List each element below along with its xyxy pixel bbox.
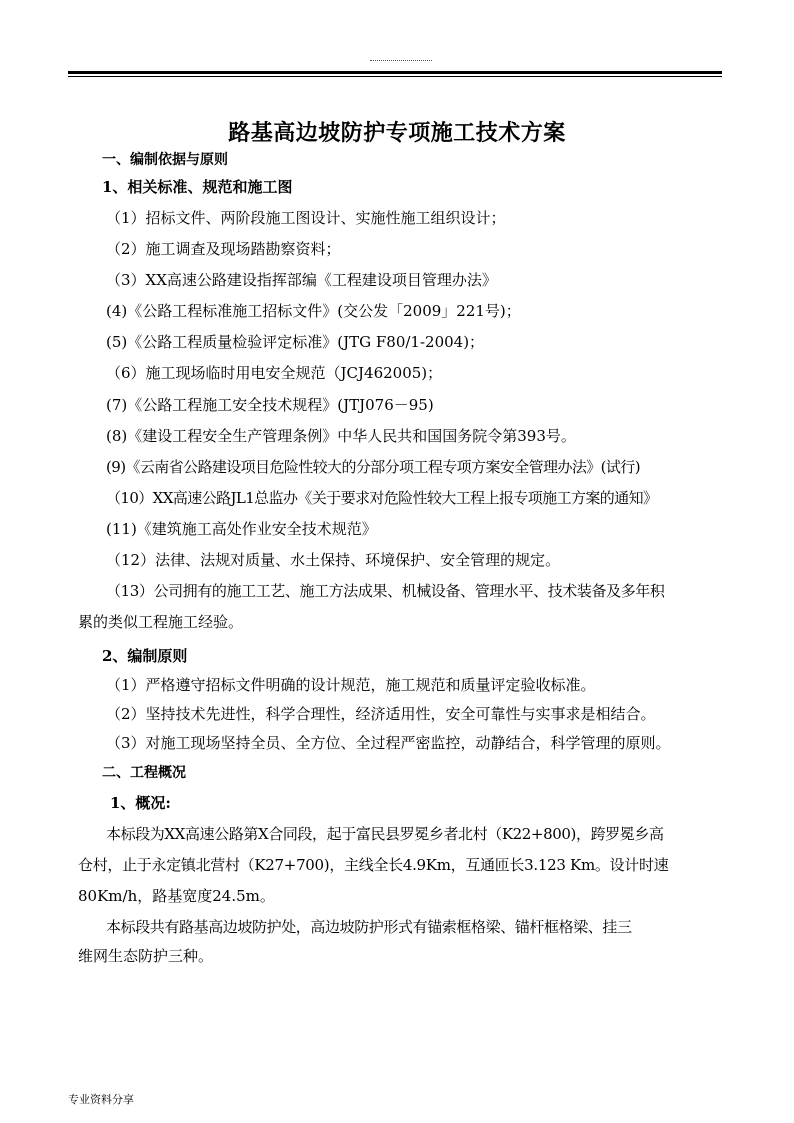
section-heading-2: 二、工程概况 bbox=[102, 765, 186, 781]
paragraph-line: 仓村，止于永定镇北营村（K27+700)，主线全长4.9Km，互通匝长3.123 Km。设计时速 bbox=[78, 856, 669, 874]
list-item: (5)《公路工程质量检验评定标准》(JTG F80/1-2004)； bbox=[106, 333, 485, 351]
list-item: （13）公司拥有的施工工艺、施工方法成果、机械设备、管理水平、技术装备及多年积 bbox=[106, 582, 665, 600]
document-title: 路基高边坡防护专项施工技术方案 bbox=[228, 120, 566, 146]
paragraph-line: 维网生态防护三种。 bbox=[78, 947, 214, 965]
list-item: （1）严格遵守招标文件明确的设计规范，施工规范和质量评定验收标准。 bbox=[106, 676, 596, 694]
header-thick-rule bbox=[68, 71, 722, 74]
header-thin-rule bbox=[68, 76, 722, 77]
list-item: （12）法律、法规对质量、水土保持、环境保护、安全管理的规定。 bbox=[106, 551, 561, 569]
list-item: (9)《云南省公路建设项目危险性较大的分部分项工程专项方案安全管理办法》(试行) bbox=[106, 458, 640, 476]
list-item: （3）XX高速公路建设指挥部编《工程建设项目管理办法》 bbox=[106, 271, 497, 289]
paragraph-line: 本标段为XX高速公路第X合同段，起于富民县罗冕乡者北村（K22+800)，跨罗冕乡高 bbox=[106, 825, 664, 843]
footer-label: 专业资料分享 bbox=[68, 1093, 134, 1106]
section-heading-1: 一、编制依据与原则 bbox=[102, 152, 228, 168]
list-item: （6）施工现场临时用电安全规范（JCJ462005)； bbox=[106, 364, 443, 382]
header-dotted-rule bbox=[370, 60, 432, 61]
list-item: (11)《建筑施工高处作业安全技术规范》 bbox=[106, 520, 377, 538]
list-item: （2）坚持技术先进性，科学合理性，经济适用性，安全可靠性与实事求是相结合。 bbox=[106, 705, 656, 723]
paragraph-line: 本标段共有路基高边坡防护处，高边坡防护形式有锚索框格梁、锚杆框格梁、挂三 bbox=[106, 918, 632, 936]
list-item: (8)《建设工程安全生产管理条例》中华人民共和国国务院令第393号。 bbox=[106, 427, 576, 445]
list-item: （10）XX高速公路JL1总监办《关于要求对危险性较大工程上报专项施工方案的通知》 bbox=[106, 489, 658, 507]
subsection-heading-2-1: 1、概况: bbox=[110, 794, 171, 812]
paragraph-line: 80Km/h，路基宽度24.5m。 bbox=[78, 887, 275, 905]
list-item: （3）对施工现场坚持全员、全方位、全过程严密监控，动静结合，科学管理的原则。 bbox=[106, 734, 671, 752]
subsection-heading-1-1: 1、相关标准、规范和施工图 bbox=[102, 178, 293, 196]
list-item-continuation: 累的类似工程施工经验。 bbox=[78, 613, 244, 631]
subsection-heading-1-2: 2、编制原则 bbox=[102, 647, 188, 665]
list-item: (7)《公路工程施工安全技术规程》(JTJ076－95) bbox=[106, 396, 434, 414]
list-item: （1）招标文件、两阶段施工图设计、实施性施工组织设计； bbox=[106, 209, 506, 227]
list-item: （2）施工调查及现场踏勘察资料； bbox=[106, 240, 341, 258]
list-item: (4)《公路工程标准施工招标文件》(交公发「2009」221号)； bbox=[106, 302, 521, 320]
